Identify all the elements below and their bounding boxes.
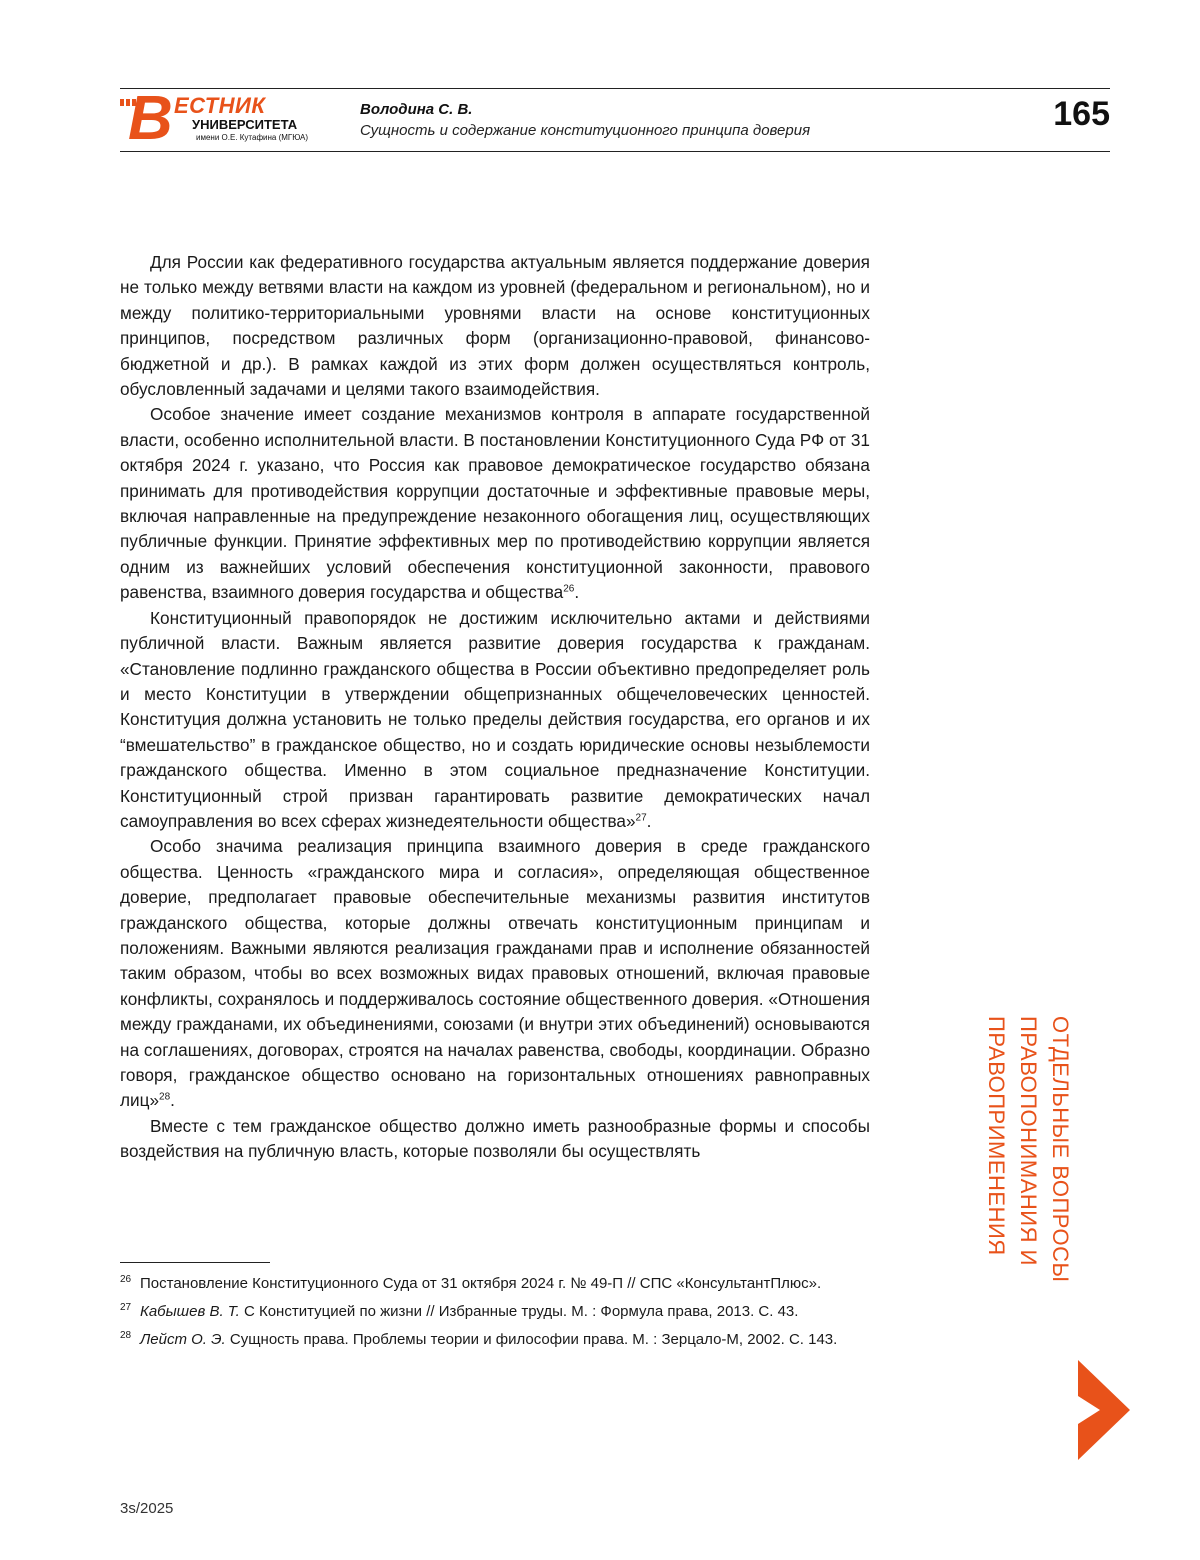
footnote-number: 28 [120, 1324, 131, 1348]
section-side-label [1000, 1016, 1076, 1420]
footnote-text: Сущность права. Проблемы теории и философии права. М. : Зерцало-М, 2002. С. 143. [226, 1331, 838, 1348]
footnote-ref[interactable]: 27 [636, 812, 647, 823]
footnote-text: Постановление Конституционного Суда от 31 октября 2024 г. № 49-П // СПС «КонсультантПлюс». [140, 1275, 821, 1292]
section-title: ОТДЕЛЬНЫЕ ВОПРОСЫ ПРАВОПОНИМАНИЯ И ПРАВОПРИМЕНЕНИЯ [980, 1016, 1076, 1420]
footnote-author: Кабышев В. Т. [140, 1303, 240, 1320]
header-author: Володина С. В. [360, 101, 472, 118]
paragraph: Конституционный правопорядок не достижим исключительно актами и действиями публичной власти. Важным является развитие доверия государства к гражданам. «Становление подлинно гражданского общества в России объективно предопределяет роль и место Конституции в утверждении общепризнанных общечеловеческих ценностей. Конституция должна установить не только пределы действия государства, его органов и их “вмешательство” в гражданское общество, но и создать юридические основы незыблемости гражданского общества. Именно в этом социальное предназначение Конституции. Конституционный строй призван гарантировать развитие демократических начал самоуправления во всех сферах жизнедеятельности общества»27. [120, 606, 870, 835]
paragraph: Особо значима реализация принципа взаимного доверия в среде гражданского общества. Ценность «гражданского мира и согласия», определяющая общественное доверие, предполагает правовые обеспечительные механизмы развития институтов гражданского общества, которые должны отвечать конституционным принципам и положениям. Важными являются реализация гражданами прав и исполнение обязанностей таким образом, чтобы во всех возможных видах правовых отношений, включая правовые конфликты, сохранялось и поддерживалось состояние общественного доверия. «Отношения между гражданами, их объединениями, союзами (и внутри этих объединений) основываются на соглашениях, договорах, строятся на началах равенства, свободы, координации. Образно говоря, гражданское общество основано на горизонтальных отношениях равноправных лиц»28. [120, 834, 870, 1113]
logo-subtitle: УНИВЕРСИТЕТА [192, 117, 297, 132]
footnote-text: С Конституцией по жизни // Избранные труды. М. : Формула права, 2013. С. 43. [240, 1303, 799, 1320]
arrow-right-icon [1074, 1360, 1130, 1460]
footnotes [120, 1272, 870, 1356]
footnote-number: 26 [120, 1268, 131, 1292]
footnote-ref[interactable]: 28 [159, 1092, 170, 1103]
logo-mark: В [128, 91, 180, 147]
footnote-number: 27 [120, 1296, 131, 1320]
article-body [120, 250, 870, 1165]
footnote-divider [120, 1262, 270, 1263]
footnote-28 [120, 1328, 870, 1352]
page-header [120, 88, 1110, 152]
footnote-ref[interactable]: 26 [563, 584, 574, 595]
paragraph: Вместе с тем гражданское общество должно иметь разнообразные формы и способы воздействия на публичную власть, которые позволяли бы осуществлять [120, 1114, 870, 1165]
journal-logo [120, 91, 330, 147]
paragraph: Особое значение имеет создание механизмов контроля в аппарате государственной власти, особенно исполнительной власти. В постановлении Конституционного Суда РФ от 31 октября 2024 г. указано, что Россия как правовое демократическое государство обязана принимать для противодействия коррупции достаточные и эффективные правовые меры, включая направленные на предупреждение незаконного обогащения лиц, осуществляющих публичные функции. Принятие эффективных мер по противодействию коррупции является одним из важнейших условий обеспечения конституционной законности, правового равенства, взаимного доверия государства и общества26. [120, 402, 870, 605]
logo-title: ЕСТНИК [174, 93, 265, 119]
logo-caption: имени О.Е. Кутафина (МГЮА) [196, 133, 308, 142]
paragraph: Для России как федеративного государства актуальным является поддержание доверия не только между ветвями власти на каждом из уровней (федеральном и региональном), но и между политико-территориальными уровнями власти на основе конституционных принципов, посредством различных форм (организационно-правовой, финансово-бюджетной и др.). В рамках каждой из этих форм должен осуществляться контроль, обусловленный задачами и целями такого взаимодействия. [120, 250, 870, 402]
footnote-26 [120, 1272, 870, 1296]
footnote-author: Лейст О. Э. [140, 1331, 226, 1348]
page-number: 165 [1053, 95, 1110, 134]
issue-number: 3s/2025 [120, 1500, 173, 1517]
footnote-27 [120, 1300, 870, 1324]
header-article-title: Сущность и содержание конституционного принципа доверия [360, 122, 810, 139]
